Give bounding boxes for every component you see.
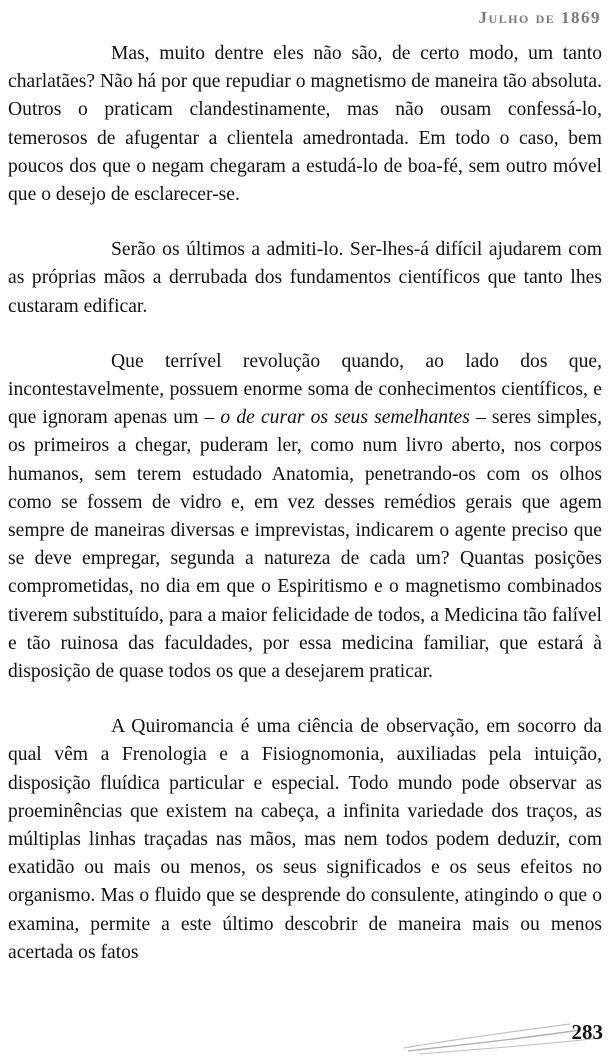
paragraph-1: Mas, muito dentre eles não são, de certo modo, um tanto charlatães? Não há por que repudiar o magnetismo de maneira tão absoluta. Outros o praticam clandestinamente, mas não ousam confessá-lo, temerosos de afugentar a clientela amedrontada. Em todo o caso, bem poucos dos que o negam chegaram a estudá-lo de boa-fé, sem outro móvel que o desejo de esclarecer-se. xyxy=(8,43,602,206)
body-text xyxy=(8,40,602,994)
page-number: 283 xyxy=(571,1020,603,1044)
paragraph-2: Serão os últimos a admiti-lo. Ser-lhes-á difícil ajudarem com as próprias mãos a derrubada dos fundamentos científicos que tanto lhes custaram edificar. xyxy=(8,239,602,317)
paragraph-4: A Quiromancia é uma ciência de observação, em socorro da qual vêm a Frenologia e a Fisiognomonia, auxiliadas pela intuição, disposição fluídica particular e especial. Todo mundo pode observar as proeminências que existem na cabeça, a infinita variedade dos traços, as múltiplas linhas traçadas nas mãos, mas nem todos podem deduzir, com exatidão ou mais ou menos, os seus significados e os seus efeitos no organismo. Mas o fluido que se desprende do consulente, atingindo o que o examina, permite a este último descobrir de maneira mais ou menos acertada os fatos xyxy=(8,716,602,963)
paragraph-3-italic-phrase: o de curar os seus semelhantes xyxy=(220,407,470,429)
paragraph-3-text-end: – seres simples, os primeiros a chegar, puderam ler, como num livro aberto, nos corpos humanos, sem terem estudado Anatomia, penetrando-os com os olhos como se fossem de vidro e, em vez desses remédios gerais que agem sempre de maneiras diversas e imprevistas, indicarem o agente preciso que se deve empregar, segunda a natureza de cada um? Quantas posições comprometidas, no dia em que o Espiritismo e o magnetismo combinados tiverem substituído, para a maior felicidade de todos, a Medicina tão falível e tão ruinosa das faculdades, por essa medicina familiar, que estará à disposição de quase todos os que a desejarem praticar. xyxy=(8,407,602,683)
running-header: Julho de 1869 xyxy=(478,8,601,27)
paragraph-3-text-start: Que terrível revolução quando, ao lado dos que, incontestavelmente, possuem enorme soma de conhecimentos científicos, e que ignoram apenas um – xyxy=(8,350,602,429)
paragraph-3 xyxy=(8,348,602,686)
